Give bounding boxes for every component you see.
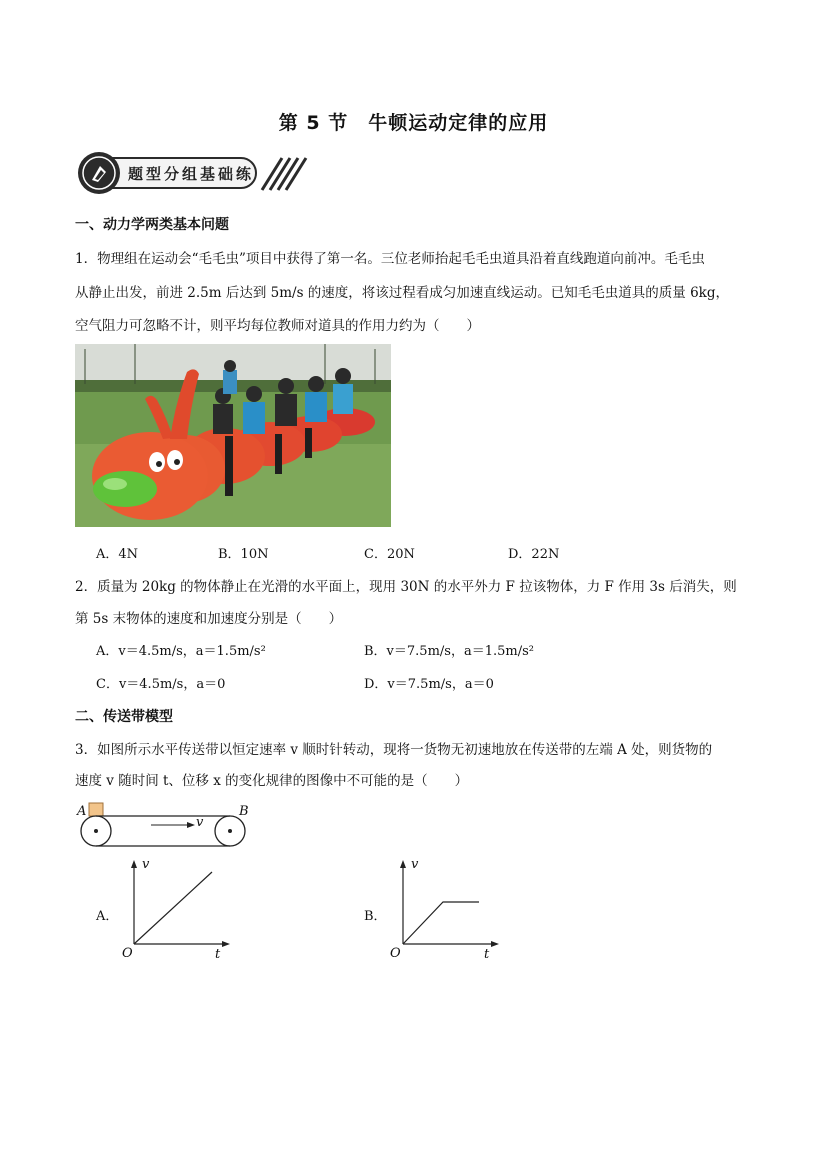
q2-option-a: A．v＝4.5m/s，a＝1.5m/s²: [96, 644, 266, 659]
q1-option-d: D．22N: [508, 547, 560, 562]
q1-line-3: 空气阻力可忽略不计，则平均每位教师对道具的作用力约为（ ）: [75, 318, 480, 334]
q1-option-a: A．4N: [96, 547, 139, 562]
q1-line-1: 1．物理组在运动会“毛毛虫”项目中获得了第一名。三位老师抬起毛毛虫道具沿着直线跑道向前冲。毛毛虫: [75, 251, 705, 267]
q2-line-2: 第 5s 末物体的速度和加速度分别是（ ）: [75, 611, 343, 627]
q3-line-2: 速度 v 随时间 t、位移 x 的变化规律的图像中不可能的是（ ）: [75, 773, 469, 789]
q2-option-b: B．v＝7.5m/s，a＝1.5m/s²: [364, 644, 534, 659]
belt-label-b: B: [239, 804, 249, 819]
page-title: 第 5 节 牛顿运动定律的应用: [278, 112, 549, 134]
q3-graph-b-option: B．: [364, 909, 387, 924]
graph-a-y-label: v: [142, 857, 150, 872]
cargo-box: [89, 803, 103, 816]
section-heading-1: 一、动力学两类基本问题: [75, 217, 229, 233]
q2-line-1: 2．质量为 20kg 的物体静止在光滑的水平面上，现用 30N 的水平外力 F 拉该物体，力 F 作用 3s 后消失，则: [75, 579, 737, 595]
banner-label: 题型分组基础练: [128, 165, 255, 183]
q1-option-b: B．10N: [218, 547, 269, 562]
graph-b-x-label: t: [484, 947, 490, 962]
graph-b-y-label: v: [411, 857, 419, 872]
q3-line-1: 3．如图所示水平传送带以恒定速率 v 顺时针转动，现将一货物无初速地放在传送带的左端 A 处，则货物的: [75, 742, 713, 758]
section-heading-2: 二、传送带模型: [75, 709, 173, 725]
caterpillar-photo: [75, 344, 391, 527]
belt-label-v: v: [196, 815, 204, 830]
q1-option-c: C．20N: [364, 547, 415, 562]
graph-a-origin: O: [122, 946, 133, 961]
graph-b-origin: O: [390, 946, 401, 961]
graph-a-x-label: t: [215, 947, 221, 962]
q3-graph-a-option: A．: [96, 909, 119, 924]
conveyor-belt-diagram: [75, 800, 255, 852]
q2-option-d: D．v＝7.5m/s，a＝0: [364, 677, 494, 692]
q2-option-c: C．v＝4.5m/s，a＝0: [96, 677, 226, 692]
q1-line-2: 从静止出发，前进 2.5m 后达到 5m/s 的速度，将该过程看成匀加速直线运动。已知毛毛虫道具的质量 6kg，: [75, 285, 730, 301]
belt-label-a: A: [77, 804, 87, 819]
